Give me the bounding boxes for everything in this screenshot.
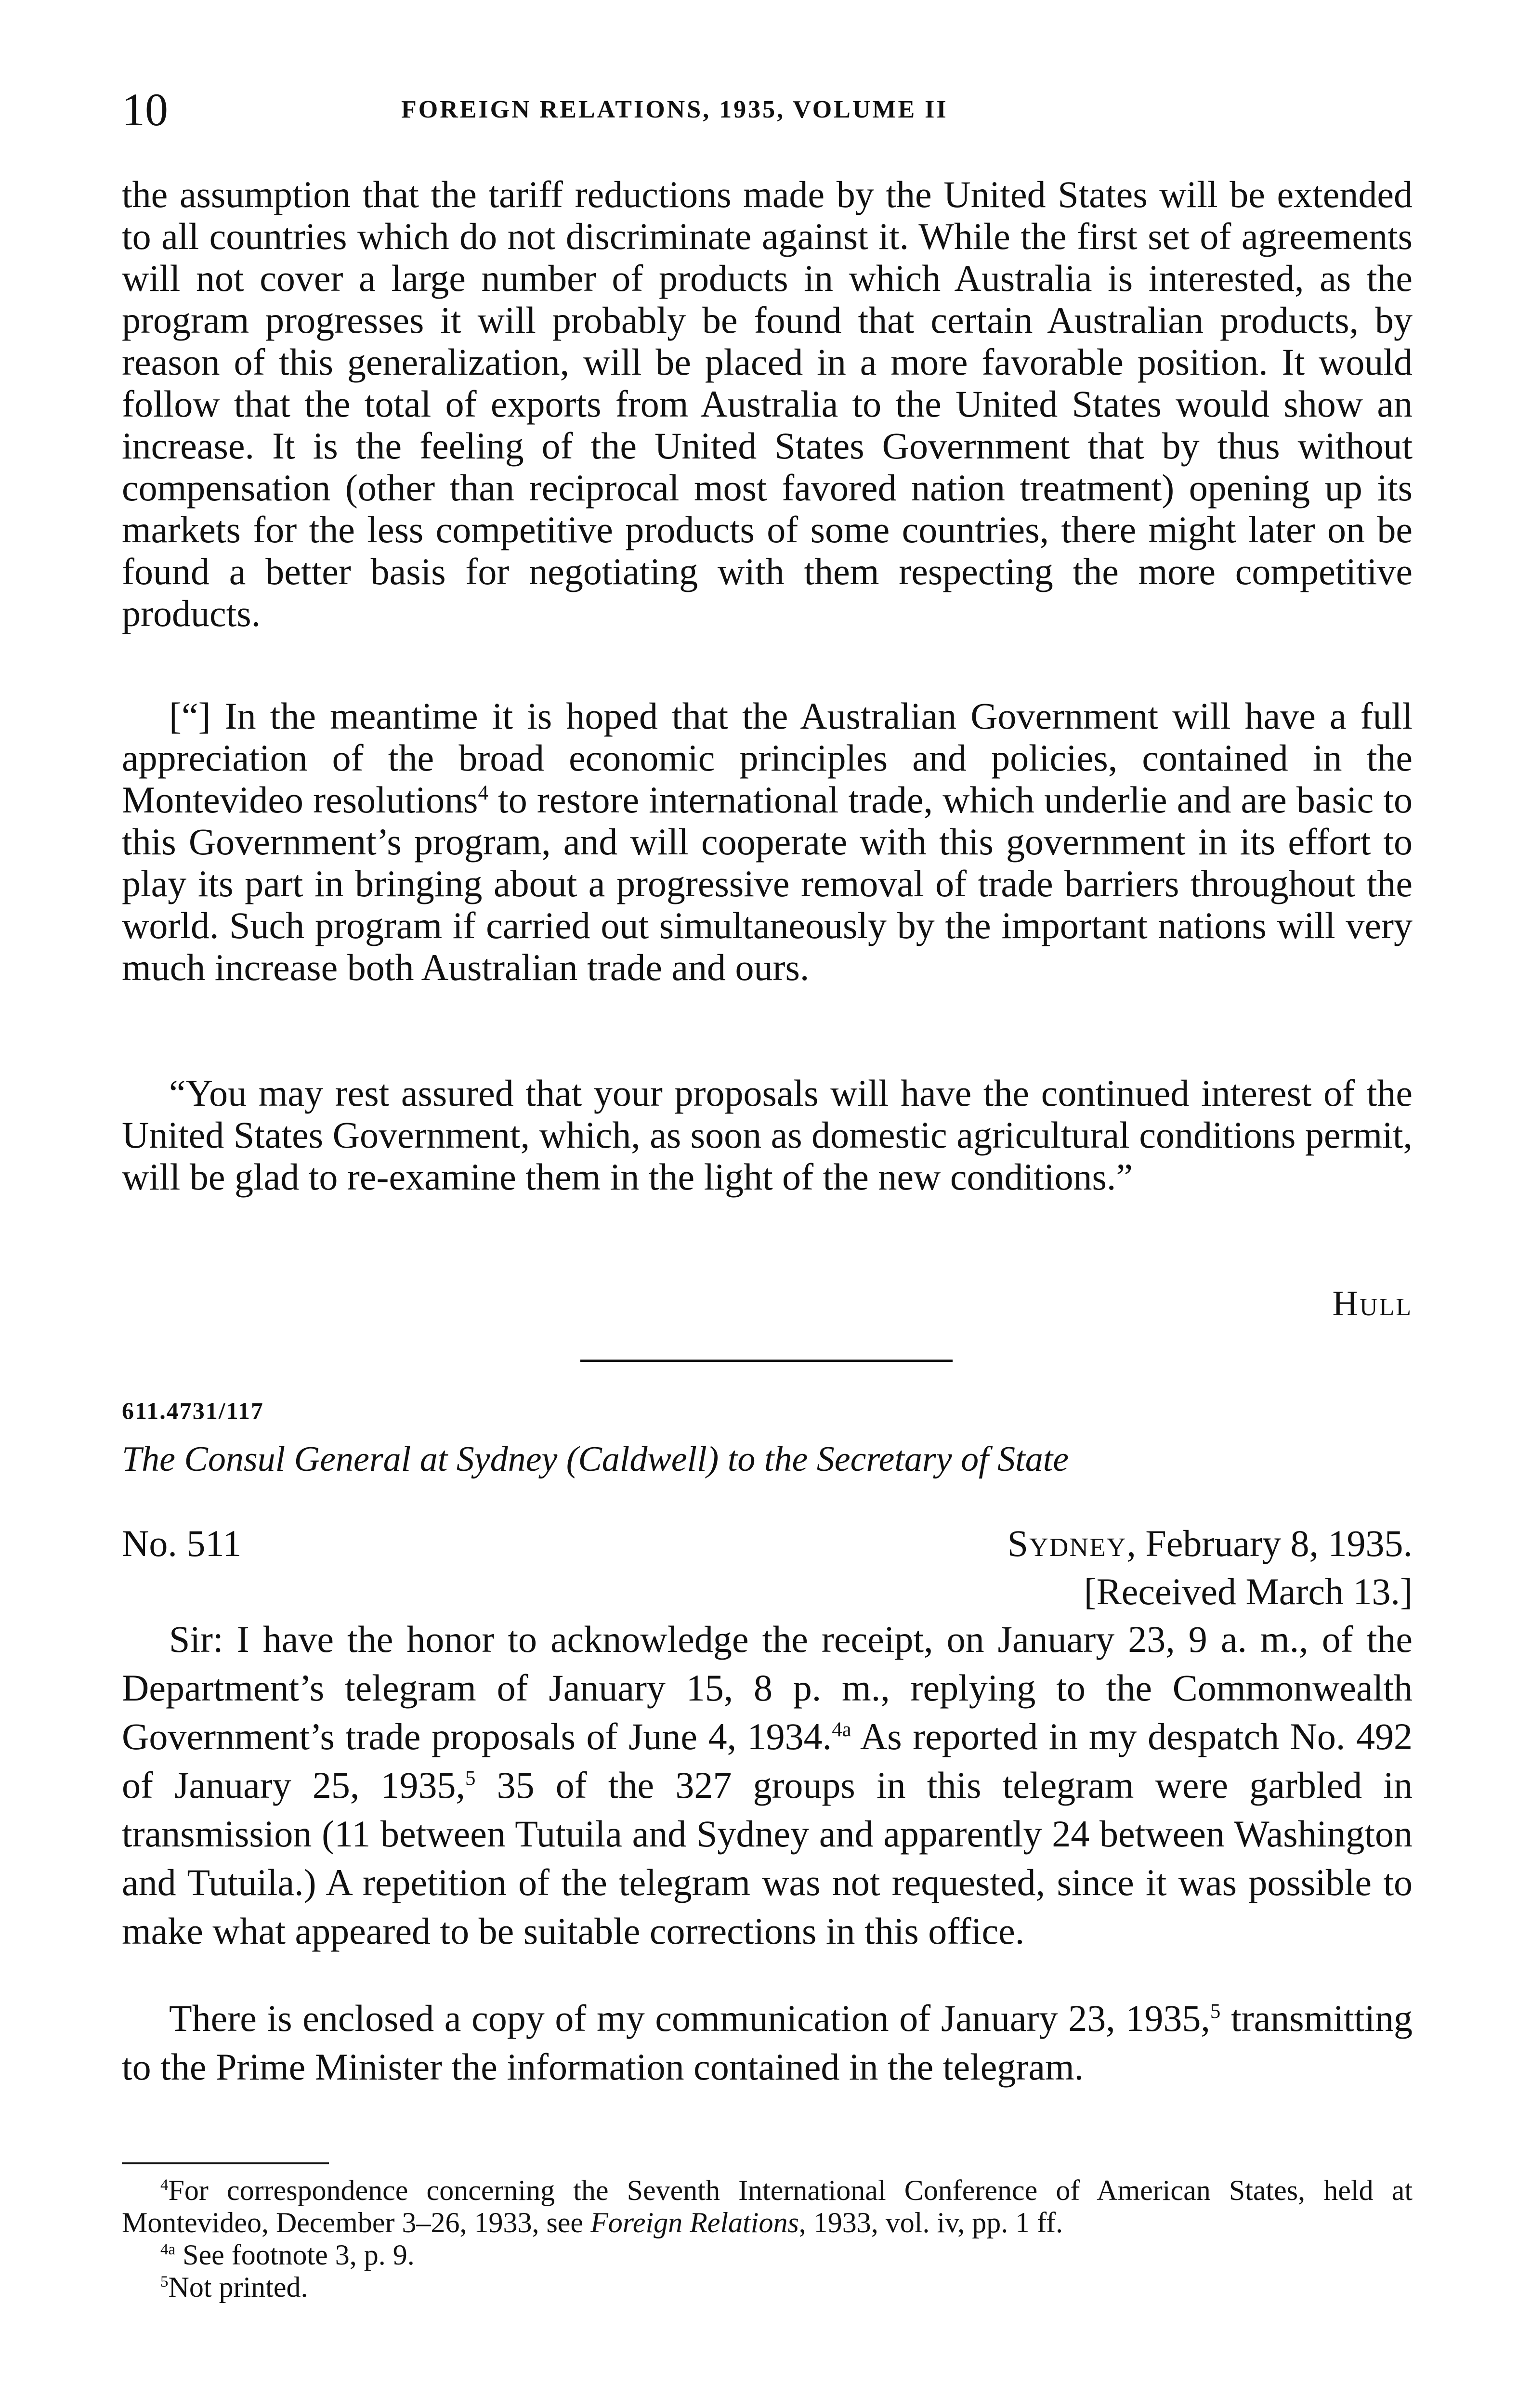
- received-date: [Received March 13.]: [1084, 1570, 1413, 1612]
- dateline-place: Sydney: [1007, 1522, 1127, 1564]
- footnote-divider: [122, 2162, 329, 2164]
- footnote-4-text: For correspondence concerning the Seventh International Conference of American States, held at Montevideo, December 3–26, 1933, see: [122, 2174, 1413, 2238]
- dateline-date: , February 8, 1935.: [1126, 1522, 1413, 1564]
- footnote-5-mark: 5: [160, 2273, 169, 2290]
- paragraph-meantime-text-cont: to restore international trade, which underlie and are basic to this Government’s program, and will cooperate with this government in its effort to play its part in bringing about a progressive removal of trade barriers throughout the world. Such program if carried out simultaneously by the important nations will very much increase both Australian trade and ours.: [122, 779, 1413, 988]
- paragraph-enclosed-text: There is enclosed a copy of my communication of January 23, 1935,: [169, 1997, 1210, 2039]
- footnote-5-text: Not printed.: [168, 2271, 308, 2303]
- footnote-4-title: Foreign Relations: [590, 2207, 799, 2238]
- dateline: [1008, 1519, 1413, 1568]
- paragraph-meantime: [122, 695, 1413, 988]
- footnote-ref-4a: 4a: [832, 1718, 851, 1741]
- footnote-4: [122, 2174, 1413, 2239]
- footnotes: [122, 2174, 1413, 2303]
- despatch-number: No. 511: [122, 1522, 242, 1564]
- section-divider: [580, 1360, 953, 1362]
- footnote-ref-4: 4: [478, 782, 488, 804]
- footnote-5: [122, 2271, 1413, 2303]
- page-number: 10: [122, 84, 168, 135]
- signature-hull: Hull: [1332, 1284, 1413, 1323]
- continued-paragraph: the assumption that the tariff reductions made by the United States will be extended to all countries which do not discriminate against it. While the first set of agreements will not cover a large number of products in which Australia is interested, as the program progresses it will probably be found that certain Australian products, by reason of this generalization, will be placed in a more favorable position. It would follow that the total of exports from Australia to the United States would show an increase. It is the feeling of the United States Government that by thus without compensation (other than reciprocal most favored nation treatment) opening up its markets for the less competitive products of some countries, there might later on be found a better basis for negotiating with them respecting the more competitive products.: [122, 173, 1413, 634]
- footnote-4a: [122, 2239, 1413, 2271]
- document-heading: The Consul General at Sydney (Caldwell) to the Secretary of State: [122, 1440, 1069, 1479]
- footnote-4-tail: , 1933, vol. iv, pp. 1 ff.: [798, 2207, 1063, 2238]
- paragraph-enclosed-text-cont: transmitting to the Prime Minister the information contained in the telegram.: [122, 1997, 1413, 2088]
- footnote-ref-5: 5: [465, 1767, 476, 1790]
- file-number: 611.4731/117: [122, 1397, 264, 1424]
- paragraph-acknowledge: [122, 1615, 1413, 1955]
- running-title: FOREIGN RELATIONS, 1935, VOLUME II: [401, 96, 948, 123]
- paragraph-meantime-text: [“] In the meantime it is hoped that the Australian Government will have a full appreciation of the broad economic principles and policies, contained in the Montevideo resolutions: [122, 695, 1413, 821]
- footnote-4a-mark: 4a: [160, 2241, 176, 2258]
- paragraph-assurance: “You may rest assured that your proposals will have the continued interest of the United States Government, which, as soon as domestic agricultural conditions permit, will be glad to re-examine them in the light of the new conditions.”: [122, 1072, 1413, 1198]
- footnote-ref-5b: 5: [1210, 2000, 1221, 2023]
- paragraph-acknowledge-text-end: 35 of the 327 groups in this telegram were garbled in transmission (11 between Tutuila and Sydney and apparently 24 between Washington and Tutuila.) A repetition of the telegram was not requested, since it was possible to make what appeared to be suitable corrections in this office.: [122, 1764, 1413, 1952]
- paragraph-enclosed: [122, 1994, 1413, 2091]
- paragraph-acknowledge-text-cont: As reported in my despatch No. 492 of January 25, 1935,: [122, 1715, 1413, 1806]
- running-head: [122, 76, 1413, 144]
- footnote-4-mark: 4: [160, 2176, 169, 2194]
- footnote-4a-text: See footnote 3, p. 9.: [175, 2239, 415, 2271]
- paragraph-acknowledge-text: Sir: I have the honor to acknowledge the receipt, on January 23, 9 a. m., of the Department’s telegram of January 15, 8 p. m., replying to the Commonwealth Government’s trade proposals of June 4, 1934.: [122, 1618, 1413, 1757]
